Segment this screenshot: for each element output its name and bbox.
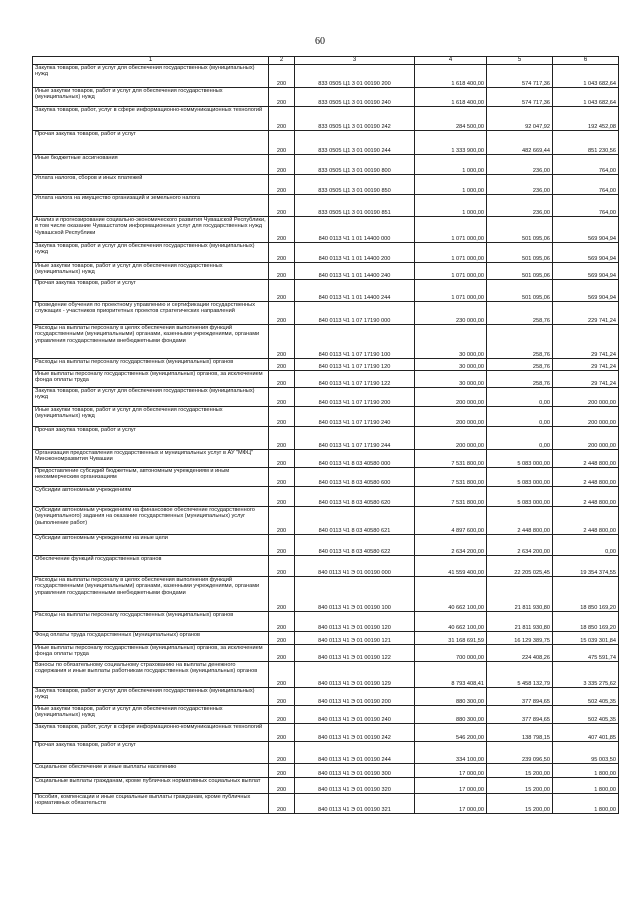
table-row — [33, 794, 619, 814]
row-rest-cell: 475 591,74 — [553, 645, 619, 662]
row-rest-cell: 18 850 169,20 — [553, 612, 619, 632]
row-plan-cell: 1 000,00 — [415, 195, 487, 217]
row-rest-cell: 18 850 169,20 — [553, 577, 619, 612]
row-kbk-cell: 833 0505 Ц1 3 01 00190 800 — [295, 155, 415, 175]
table-row — [33, 131, 619, 155]
row-code-cell: 200 — [269, 662, 295, 688]
row-name-cell: Субсидии автономным учреждениям — [33, 487, 269, 507]
table-row — [33, 88, 619, 107]
row-name-cell: Обеспечение функций государственных органов — [33, 556, 269, 577]
row-kbk-cell: 840 0113 Ч1 8 03 40580 621 — [295, 507, 415, 535]
row-kbk-cell: 840 0113 Ч1 1 01 14400 000 — [295, 217, 415, 243]
row-plan-cell: 7 531 800,00 — [415, 487, 487, 507]
row-code-cell: 200 — [269, 724, 295, 742]
row-name-cell: Иные закупки товаров, работ и услуг для обеспечения государственных (муниципальных) нужд — [33, 263, 269, 280]
row-fact-cell: 5 083 000,00 — [487, 450, 553, 468]
row-code-cell: 200 — [269, 195, 295, 217]
table-row — [33, 243, 619, 263]
row-name-cell: Организация предоставления государственных и муниципальных услуг в АУ "МФЦ" Минэкономразвития Чувашии — [33, 450, 269, 468]
row-kbk-cell: 840 0113 Ч1 Э 01 00190 000 — [295, 556, 415, 577]
row-name-cell: Расходы на выплаты персоналу в целях обеспечения выполнения функций государственными (муниципальными) органами, казенными учреждениями, органами управления государственными внебюджетными фондами — [33, 577, 269, 612]
row-rest-cell: 764,00 — [553, 195, 619, 217]
row-code-cell: 200 — [269, 371, 295, 388]
row-plan-cell: 1 071 000,00 — [415, 263, 487, 280]
column-header-kbk: 3 — [295, 57, 415, 65]
row-fact-cell: 501 095,06 — [487, 263, 553, 280]
row-plan-cell: 1 618 400,00 — [415, 88, 487, 107]
row-code-cell: 200 — [269, 131, 295, 155]
row-plan-cell: 31 168 691,59 — [415, 632, 487, 645]
row-rest-cell: 2 448 800,00 — [553, 487, 619, 507]
row-name-cell: Прочая закупка товаров, работ и услуг — [33, 742, 269, 764]
row-kbk-cell: 840 0113 Ч1 1 01 14400 200 — [295, 243, 415, 263]
row-rest-cell: 229 741,24 — [553, 302, 619, 325]
row-name-cell: Закупка товаров, работ и услуг для обеспечения государственных (муниципальных) нужд — [33, 243, 269, 263]
row-kbk-cell: 833 0505 Ц1 3 01 00190 850 — [295, 175, 415, 195]
row-code-cell: 200 — [269, 688, 295, 706]
row-name-cell: Иные закупки товаров, работ и услуг для обеспечения государственных (муниципальных) нужд — [33, 407, 269, 427]
row-code-cell: 200 — [269, 778, 295, 794]
row-fact-cell: 258,76 — [487, 359, 553, 371]
row-plan-cell: 41 559 400,00 — [415, 556, 487, 577]
row-fact-cell: 574 717,36 — [487, 88, 553, 107]
row-fact-cell: 15 200,00 — [487, 764, 553, 778]
row-plan-cell: 1 618 400,00 — [415, 65, 487, 88]
row-code-cell: 200 — [269, 175, 295, 195]
row-fact-cell: 258,76 — [487, 371, 553, 388]
row-rest-cell: 407 401,85 — [553, 724, 619, 742]
row-name-cell: Прочая закупка товаров, работ и услуг — [33, 427, 269, 450]
column-header-name: 1 — [33, 57, 269, 65]
row-code-cell: 200 — [269, 325, 295, 359]
table-row — [33, 724, 619, 742]
row-kbk-cell: 840 0113 Ч1 Э 01 00190 122 — [295, 645, 415, 662]
row-plan-cell: 4 897 600,00 — [415, 507, 487, 535]
row-fact-cell: 574 717,36 — [487, 65, 553, 88]
row-plan-cell: 7 531 800,00 — [415, 450, 487, 468]
row-kbk-cell: 840 0113 Ч1 1 07 17190 200 — [295, 388, 415, 407]
table-row — [33, 468, 619, 487]
row-fact-cell: 258,76 — [487, 325, 553, 359]
row-fact-cell: 138 798,15 — [487, 724, 553, 742]
row-code-cell: 200 — [269, 243, 295, 263]
row-kbk-cell: 833 0505 Ц1 3 01 00190 242 — [295, 107, 415, 131]
row-plan-cell: 17 000,00 — [415, 778, 487, 794]
row-plan-cell: 1 000,00 — [415, 175, 487, 195]
row-kbk-cell: 840 0113 Ч1 Э 01 00190 244 — [295, 742, 415, 764]
column-header-rest: 6 — [553, 57, 619, 65]
row-name-cell: Фонд оплаты труда государственных (муниципальных) органов — [33, 632, 269, 645]
row-name-cell: Расходы на выплаты персоналу государственных (муниципальных) органов — [33, 612, 269, 632]
row-rest-cell: 0,00 — [553, 535, 619, 556]
row-kbk-cell: 840 0113 Ч1 Э 01 00190 120 — [295, 612, 415, 632]
row-name-cell: Прочая закупка товаров, работ и услуг — [33, 280, 269, 302]
row-plan-cell: 40 662 100,00 — [415, 577, 487, 612]
row-kbk-cell: 840 0113 Ч1 Э 01 00190 240 — [295, 706, 415, 724]
row-kbk-cell: 840 0113 Ч1 1 07 17190 120 — [295, 359, 415, 371]
row-kbk-cell: 840 0113 Ч1 Э 01 00190 121 — [295, 632, 415, 645]
row-fact-cell: 236,00 — [487, 195, 553, 217]
row-rest-cell: 29 741,24 — [553, 371, 619, 388]
row-rest-cell: 569 904,94 — [553, 217, 619, 243]
table-row — [33, 302, 619, 325]
row-fact-cell: 16 129 389,75 — [487, 632, 553, 645]
table-row — [33, 688, 619, 706]
row-fact-cell: 92 047,92 — [487, 107, 553, 131]
table-row — [33, 742, 619, 764]
row-rest-cell: 851 230,56 — [553, 131, 619, 155]
row-name-cell: Субсидии автономным учреждениям на финансовое обеспечение государственного (муниципального) задания на оказание государственных (муниципальных) услуг (выполнение работ) — [33, 507, 269, 535]
row-rest-cell: 29 741,24 — [553, 325, 619, 359]
row-rest-cell: 1 043 682,64 — [553, 88, 619, 107]
row-rest-cell: 502 405,35 — [553, 706, 619, 724]
row-code-cell: 200 — [269, 468, 295, 487]
row-rest-cell: 95 003,50 — [553, 742, 619, 764]
row-plan-cell: 334 100,00 — [415, 742, 487, 764]
row-fact-cell: 5 458 132,79 — [487, 662, 553, 688]
row-fact-cell: 0,00 — [487, 427, 553, 450]
row-rest-cell: 2 448 800,00 — [553, 507, 619, 535]
table-row — [33, 175, 619, 195]
row-code-cell: 200 — [269, 107, 295, 131]
row-plan-cell: 230 000,00 — [415, 302, 487, 325]
row-kbk-cell: 833 0505 Ц1 3 01 00190 244 — [295, 131, 415, 155]
row-plan-cell: 200 000,00 — [415, 388, 487, 407]
table-row — [33, 195, 619, 217]
row-plan-cell: 1 333 900,00 — [415, 131, 487, 155]
table-row — [33, 577, 619, 612]
row-kbk-cell: 840 0113 Ч1 Э 01 00190 129 — [295, 662, 415, 688]
row-rest-cell: 19 354 374,55 — [553, 556, 619, 577]
row-rest-cell: 1 043 682,64 — [553, 65, 619, 88]
row-rest-cell: 192 452,08 — [553, 107, 619, 131]
row-fact-cell: 15 200,00 — [487, 794, 553, 814]
row-name-cell: Закупка товаров, работ, услуг в сфере информационно-коммуникационных технологий — [33, 107, 269, 131]
row-fact-cell: 482 669,44 — [487, 131, 553, 155]
row-kbk-cell: 840 0113 Ч1 Э 01 00190 242 — [295, 724, 415, 742]
row-plan-cell: 880 300,00 — [415, 688, 487, 706]
row-fact-cell: 0,00 — [487, 388, 553, 407]
row-kbk-cell: 840 0113 Ч1 1 01 14400 240 — [295, 263, 415, 280]
row-rest-cell: 2 448 800,00 — [553, 450, 619, 468]
row-rest-cell: 200 000,00 — [553, 407, 619, 427]
table-row — [33, 325, 619, 359]
row-plan-cell: 7 531 800,00 — [415, 468, 487, 487]
row-plan-cell: 700 000,00 — [415, 645, 487, 662]
row-fact-cell: 2 448 800,00 — [487, 507, 553, 535]
row-plan-cell: 40 662 100,00 — [415, 612, 487, 632]
table-row — [33, 263, 619, 280]
row-name-cell: Пособия, компенсации и иные социальные выплаты гражданам, кроме публичных нормативных обязательств — [33, 794, 269, 814]
row-fact-cell: 236,00 — [487, 175, 553, 195]
row-plan-cell: 30 000,00 — [415, 325, 487, 359]
row-fact-cell: 501 095,06 — [487, 217, 553, 243]
row-kbk-cell: 840 0113 Ч1 1 07 17190 000 — [295, 302, 415, 325]
row-fact-cell: 21 811 930,80 — [487, 577, 553, 612]
row-name-cell: Прочая закупка товаров, работ и услуг — [33, 131, 269, 155]
row-rest-cell: 764,00 — [553, 175, 619, 195]
row-rest-cell: 1 800,00 — [553, 764, 619, 778]
row-plan-cell: 1 071 000,00 — [415, 280, 487, 302]
row-code-cell: 200 — [269, 359, 295, 371]
row-rest-cell: 3 335 275,62 — [553, 662, 619, 688]
row-name-cell: Субсидии автономным учреждениям на иные цели — [33, 535, 269, 556]
row-fact-cell: 377 894,65 — [487, 706, 553, 724]
table-row — [33, 359, 619, 371]
row-kbk-cell: 840 0113 Ч1 Э 01 00190 100 — [295, 577, 415, 612]
row-fact-cell: 0,00 — [487, 407, 553, 427]
row-rest-cell: 569 904,94 — [553, 280, 619, 302]
table-row — [33, 507, 619, 535]
row-code-cell: 200 — [269, 507, 295, 535]
row-code-cell: 200 — [269, 302, 295, 325]
row-code-cell: 200 — [269, 280, 295, 302]
row-kbk-cell: 840 0113 Ч1 1 07 17190 122 — [295, 371, 415, 388]
row-fact-cell: 21 811 930,80 — [487, 612, 553, 632]
table-row — [33, 487, 619, 507]
table-body — [33, 65, 619, 814]
row-fact-cell: 377 894,65 — [487, 688, 553, 706]
row-kbk-cell: 840 0113 Ч1 1 07 17190 100 — [295, 325, 415, 359]
table-row — [33, 778, 619, 794]
row-code-cell: 200 — [269, 632, 295, 645]
row-name-cell: Анализ и прогнозирование социально-экономического развития Чувашской Республики, в том числе оказание Чувашстатом информационных услуг для государственных нужд Чувашской Республики — [33, 217, 269, 243]
row-kbk-cell: 840 0113 Ч1 Э 01 00190 321 — [295, 794, 415, 814]
row-kbk-cell: 840 0113 Ч1 Э 01 00190 320 — [295, 778, 415, 794]
row-code-cell: 200 — [269, 742, 295, 764]
table-row — [33, 556, 619, 577]
row-plan-cell: 30 000,00 — [415, 371, 487, 388]
row-plan-cell: 8 793 408,41 — [415, 662, 487, 688]
row-name-cell: Социальное обеспечение и иные выплаты населению — [33, 764, 269, 778]
row-name-cell: Иные закупки товаров, работ и услуг для обеспечения государственных (муниципальных) нужд — [33, 706, 269, 724]
row-kbk-cell: 840 0113 Ч1 Э 01 00190 300 — [295, 764, 415, 778]
row-kbk-cell: 840 0113 Ч1 Э 01 00190 200 — [295, 688, 415, 706]
table-row — [33, 107, 619, 131]
row-name-cell: Расходы на выплаты персоналу государственных (муниципальных) органов — [33, 359, 269, 371]
row-rest-cell: 1 800,00 — [553, 794, 619, 814]
row-name-cell: Иные выплаты персоналу государственных (муниципальных) органов, за исключением фонда оплаты труда — [33, 645, 269, 662]
row-kbk-cell: 833 0505 Ц1 3 01 00190 200 — [295, 65, 415, 88]
row-code-cell: 200 — [269, 217, 295, 243]
table-row — [33, 280, 619, 302]
row-fact-cell: 224 408,26 — [487, 645, 553, 662]
row-name-cell: Взносы по обязательному социальному страхованию на выплаты денежного содержания и иные выплаты работникам государственных (муниципальных) органов — [33, 662, 269, 688]
row-code-cell: 200 — [269, 155, 295, 175]
row-code-cell: 200 — [269, 612, 295, 632]
row-plan-cell: 17 000,00 — [415, 764, 487, 778]
row-fact-cell: 5 083 000,00 — [487, 487, 553, 507]
row-code-cell: 200 — [269, 645, 295, 662]
row-plan-cell: 200 000,00 — [415, 427, 487, 450]
table-row — [33, 632, 619, 645]
row-kbk-cell: 840 0113 Ч1 1 01 14400 244 — [295, 280, 415, 302]
table-row — [33, 535, 619, 556]
row-plan-cell: 284 500,00 — [415, 107, 487, 131]
row-name-cell: Закупка товаров, работ и услуг для обеспечения государственных (муниципальных) нужд — [33, 388, 269, 407]
row-rest-cell: 502 405,35 — [553, 688, 619, 706]
table-row — [33, 450, 619, 468]
row-kbk-cell: 840 0113 Ч1 8 03 40580 600 — [295, 468, 415, 487]
row-kbk-cell: 833 0505 Ц1 3 01 00190 851 — [295, 195, 415, 217]
row-rest-cell: 2 448 800,00 — [553, 468, 619, 487]
row-rest-cell: 764,00 — [553, 155, 619, 175]
row-rest-cell: 569 904,94 — [553, 243, 619, 263]
row-fact-cell: 22 205 025,45 — [487, 556, 553, 577]
row-code-cell: 200 — [269, 556, 295, 577]
row-plan-cell: 2 634 200,00 — [415, 535, 487, 556]
row-name-cell: Предоставление субсидий бюджетным, автономным учреждениям и иным некоммерческим организациям — [33, 468, 269, 487]
row-fact-cell: 258,76 — [487, 302, 553, 325]
row-rest-cell: 200 000,00 — [553, 427, 619, 450]
table-row — [33, 645, 619, 662]
row-rest-cell: 15 039 301,84 — [553, 632, 619, 645]
row-code-cell: 200 — [269, 487, 295, 507]
row-kbk-cell: 840 0113 Ч1 1 07 17190 244 — [295, 427, 415, 450]
row-code-cell: 200 — [269, 388, 295, 407]
row-kbk-cell: 840 0113 Ч1 8 03 40580 620 — [295, 487, 415, 507]
column-header-code: 2 — [269, 57, 295, 65]
row-code-cell: 200 — [269, 427, 295, 450]
row-rest-cell: 569 904,94 — [553, 263, 619, 280]
row-code-cell: 200 — [269, 450, 295, 468]
row-code-cell: 200 — [269, 407, 295, 427]
row-code-cell: 200 — [269, 794, 295, 814]
row-plan-cell: 200 000,00 — [415, 407, 487, 427]
row-name-cell: Расходы на выплаты персоналу в целях обеспечения выполнения функций государственными (муниципальными) органами, казенными учреждениями, органами управления государственными внебюджетными фондами — [33, 325, 269, 359]
column-header-fact: 5 — [487, 57, 553, 65]
row-name-cell: Закупка товаров, работ и услуг для обеспечения государственных (муниципальных) нужд — [33, 688, 269, 706]
row-name-cell: Иные выплаты персоналу государственных (муниципальных) органов, за исключением фонда оплаты труда — [33, 371, 269, 388]
row-plan-cell: 17 000,00 — [415, 794, 487, 814]
row-plan-cell: 1 000,00 — [415, 155, 487, 175]
row-code-cell: 200 — [269, 706, 295, 724]
page-number: 60 — [315, 36, 325, 47]
row-name-cell: Уплата налогов, сборов и иных платежей — [33, 175, 269, 195]
budget-execution-table — [32, 56, 619, 814]
table-row — [33, 427, 619, 450]
row-kbk-cell: 840 0113 Ч1 1 07 17190 240 — [295, 407, 415, 427]
column-header-plan: 4 — [415, 57, 487, 65]
row-code-cell: 200 — [269, 88, 295, 107]
table-row — [33, 371, 619, 388]
row-name-cell: Закупка товаров, работ и услуг для обеспечения государственных (муниципальных) нужд — [33, 65, 269, 88]
row-plan-cell: 880 300,00 — [415, 706, 487, 724]
row-fact-cell: 239 096,50 — [487, 742, 553, 764]
row-rest-cell: 29 741,24 — [553, 359, 619, 371]
row-code-cell: 200 — [269, 577, 295, 612]
row-fact-cell: 2 634 200,00 — [487, 535, 553, 556]
table-row — [33, 662, 619, 688]
row-name-cell: Иные закупки товаров, работ и услуг для обеспечения государственных (муниципальных) нужд — [33, 88, 269, 107]
row-kbk-cell: 840 0113 Ч1 8 03 40580 000 — [295, 450, 415, 468]
table-row — [33, 65, 619, 88]
column-number-row — [33, 57, 619, 65]
row-rest-cell: 200 000,00 — [553, 388, 619, 407]
row-name-cell: Проведение обучения по проектному управлению и сертификации государственных служащих - участников приоритетных проектов стратегических направлений — [33, 302, 269, 325]
row-plan-cell: 1 071 000,00 — [415, 243, 487, 263]
table-row — [33, 764, 619, 778]
table-row — [33, 706, 619, 724]
row-code-cell: 200 — [269, 263, 295, 280]
row-kbk-cell: 833 0505 Ц1 3 01 00190 240 — [295, 88, 415, 107]
row-name-cell: Закупка товаров, работ, услуг в сфере информационно-коммуникационных технологий — [33, 724, 269, 742]
row-fact-cell: 5 083 000,00 — [487, 468, 553, 487]
row-name-cell: Уплата налога на имущество организаций и земельного налога — [33, 195, 269, 217]
row-code-cell: 200 — [269, 535, 295, 556]
table-row — [33, 388, 619, 407]
row-name-cell: Социальные выплаты гражданам, кроме публичных нормативных социальных выплат — [33, 778, 269, 794]
row-code-cell: 200 — [269, 65, 295, 88]
row-fact-cell: 501 095,06 — [487, 280, 553, 302]
row-fact-cell: 236,00 — [487, 155, 553, 175]
row-plan-cell: 546 200,00 — [415, 724, 487, 742]
table-row — [33, 407, 619, 427]
row-kbk-cell: 840 0113 Ч1 8 03 40580 622 — [295, 535, 415, 556]
row-code-cell: 200 — [269, 764, 295, 778]
table-row — [33, 217, 619, 243]
table-row — [33, 612, 619, 632]
row-plan-cell: 30 000,00 — [415, 359, 487, 371]
row-plan-cell: 1 071 000,00 — [415, 217, 487, 243]
table-row — [33, 155, 619, 175]
row-fact-cell: 501 095,06 — [487, 243, 553, 263]
row-fact-cell: 15 200,00 — [487, 778, 553, 794]
row-rest-cell: 1 800,00 — [553, 778, 619, 794]
row-name-cell: Иные бюджетные ассигнования — [33, 155, 269, 175]
